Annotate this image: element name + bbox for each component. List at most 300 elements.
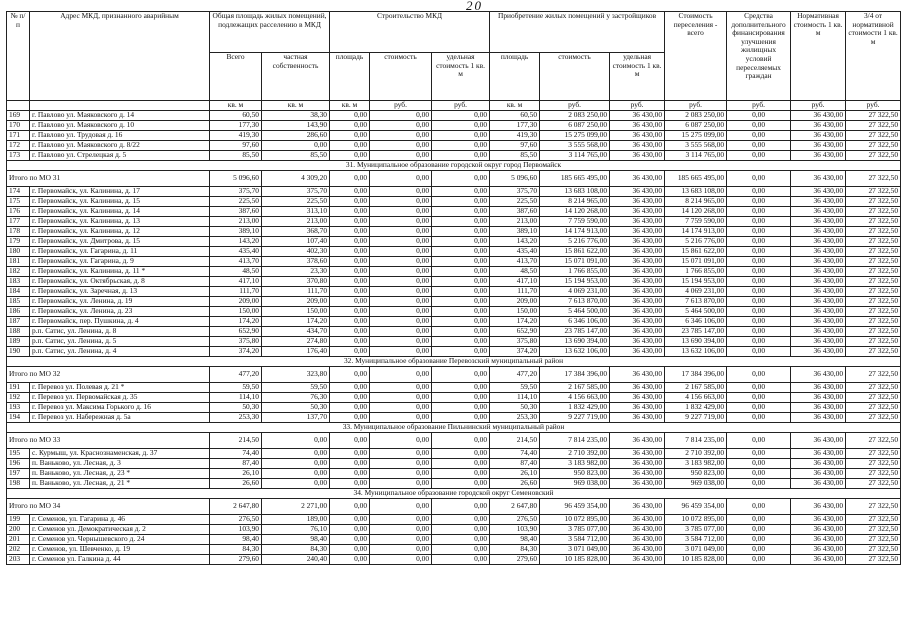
value-cell: 0,00 <box>727 393 791 403</box>
section-heading: 33. Муниципальное образование Пильнинский муниципальный район <box>7 423 901 433</box>
value-cell: 36 430,00 <box>791 383 846 393</box>
value-cell: 0,00 <box>727 307 791 317</box>
value-cell: 7 759 590,00 <box>540 217 610 227</box>
value-cell: 27 322,50 <box>846 141 901 151</box>
value-cell: 0,00 <box>727 277 791 287</box>
value-cell: 0,00 <box>432 317 490 327</box>
row-number: 186 <box>7 307 30 317</box>
value-cell: 419,30 <box>490 131 540 141</box>
value-cell: 36 430,00 <box>791 337 846 347</box>
value-cell: 36 430,00 <box>791 217 846 227</box>
value-cell: 36 430,00 <box>791 141 846 151</box>
value-cell: 36 430,00 <box>610 459 665 469</box>
value-cell: 36 430,00 <box>791 317 846 327</box>
value-cell: 214,50 <box>490 433 540 449</box>
row-address: г. Первомайск, ул. Гагарина, д. 9 <box>30 257 210 267</box>
table-row <box>7 337 901 347</box>
row-address: г. Семенов, ул. Шевченко, д. 19 <box>30 545 210 555</box>
value-cell: 36 430,00 <box>791 413 846 423</box>
value-cell: 150,00 <box>262 307 330 317</box>
value-cell: 0,00 <box>432 555 490 565</box>
value-cell: 36 430,00 <box>791 459 846 469</box>
value-cell: 374,20 <box>490 347 540 357</box>
value-cell: 36 430,00 <box>610 393 665 403</box>
value-cell: 0,00 <box>330 449 370 459</box>
value-cell: 0,00 <box>370 479 432 489</box>
table-header <box>7 12 901 111</box>
value-cell: 0,00 <box>330 267 370 277</box>
value-cell: 27 322,50 <box>846 217 901 227</box>
value-cell: 9 227 719,00 <box>540 413 610 423</box>
value-cell: 0,00 <box>727 297 791 307</box>
value-cell: 59,50 <box>210 383 262 393</box>
value-cell: 276,50 <box>210 515 262 525</box>
value-cell: 27 322,50 <box>846 277 901 287</box>
unit-cell: руб. <box>370 101 432 111</box>
value-cell: 36 430,00 <box>791 555 846 565</box>
section-heading: 34. Муниципальное образование городской округ Семеновский <box>7 489 901 499</box>
value-cell: 4 156 663,00 <box>540 393 610 403</box>
value-cell: 5 096,60 <box>210 171 262 187</box>
row-number: 193 <box>7 403 30 413</box>
value-cell: 0,00 <box>370 227 432 237</box>
row-number: 181 <box>7 257 30 267</box>
table-row <box>7 257 901 267</box>
value-cell: 13 632 106,00 <box>540 347 610 357</box>
row-address: г. Первомайск, ул. Ленина, д. 23 <box>30 307 210 317</box>
table-row <box>7 227 901 237</box>
section-heading: 32. Муниципальное образование Перевозский муниципальный район <box>7 357 901 367</box>
value-cell: 27 322,50 <box>846 327 901 337</box>
value-cell: 0,00 <box>330 499 370 515</box>
row-address: р.п. Сатис, ул. Ленина, д. 5 <box>30 337 210 347</box>
value-cell: 36 430,00 <box>610 469 665 479</box>
value-cell: 3 071 049,00 <box>665 545 727 555</box>
section-heading-row <box>7 489 901 499</box>
row-number: 197 <box>7 469 30 479</box>
table-row <box>7 317 901 327</box>
value-cell: 0,00 <box>370 247 432 257</box>
value-cell: 36 430,00 <box>610 525 665 535</box>
value-cell: 209,00 <box>262 297 330 307</box>
value-cell: 0,00 <box>330 515 370 525</box>
value-cell: 253,30 <box>210 413 262 423</box>
value-cell: 0,00 <box>370 515 432 525</box>
value-cell: 2 710 392,00 <box>665 449 727 459</box>
value-cell: 969 038,00 <box>665 479 727 489</box>
value-cell: 14 174 913,00 <box>540 227 610 237</box>
value-cell: 36 430,00 <box>791 287 846 297</box>
value-cell: 0,00 <box>330 347 370 357</box>
value-cell: 0,00 <box>432 217 490 227</box>
value-cell: 48,50 <box>210 267 262 277</box>
value-cell: 84,30 <box>490 545 540 555</box>
value-cell: 36 430,00 <box>610 403 665 413</box>
value-cell: 2 647,80 <box>490 499 540 515</box>
value-cell: 0,00 <box>432 257 490 267</box>
value-cell: 477,20 <box>210 367 262 383</box>
value-cell: 14 174 913,00 <box>665 227 727 237</box>
value-cell: 0,00 <box>370 367 432 383</box>
table-row <box>7 393 901 403</box>
value-cell: 0,00 <box>727 347 791 357</box>
value-cell: 3 785 077,00 <box>540 525 610 535</box>
value-cell: 0,00 <box>370 403 432 413</box>
row-address: г. Павлово ул. Маяковского д. 8/22 <box>30 141 210 151</box>
value-cell: 0,00 <box>432 197 490 207</box>
value-cell: 36 430,00 <box>791 197 846 207</box>
value-cell: 4 309,20 <box>262 171 330 187</box>
value-cell: 27 322,50 <box>846 187 901 197</box>
page-number: 20 <box>466 0 483 13</box>
value-cell: 27 322,50 <box>846 207 901 217</box>
value-cell: 27 322,50 <box>846 413 901 423</box>
value-cell: 0,00 <box>432 525 490 535</box>
value-cell: 36 430,00 <box>791 111 846 121</box>
value-cell: 36 430,00 <box>791 393 846 403</box>
value-cell: 0,00 <box>330 151 370 161</box>
value-cell: 2 167 585,00 <box>665 383 727 393</box>
value-cell: 36 430,00 <box>610 247 665 257</box>
units-blank <box>30 101 210 111</box>
value-cell: 36 430,00 <box>610 141 665 151</box>
value-cell: 23,30 <box>262 267 330 277</box>
value-cell: 0,00 <box>330 337 370 347</box>
value-cell: 3 114 765,00 <box>540 151 610 161</box>
row-address: г. Первомайск, ул. Калинина, д. 11 * <box>30 267 210 277</box>
row-number: 191 <box>7 383 30 393</box>
value-cell: 96 459 354,00 <box>540 499 610 515</box>
value-cell: 0,00 <box>330 227 370 237</box>
header-sub-total: Всего <box>210 53 262 101</box>
value-cell: 27 322,50 <box>846 227 901 237</box>
row-address: г. Первомайск, ул. Калинина, д. 12 <box>30 227 210 237</box>
row-number: 192 <box>7 393 30 403</box>
value-cell: 1 766 855,00 <box>540 267 610 277</box>
value-cell: 36 430,00 <box>791 237 846 247</box>
table-row <box>7 267 901 277</box>
value-cell: 3 071 049,00 <box>540 545 610 555</box>
row-number: 201 <box>7 535 30 545</box>
value-cell: 0,00 <box>330 277 370 287</box>
value-cell: 36 430,00 <box>610 227 665 237</box>
value-cell: 15 194 953,00 <box>540 277 610 287</box>
value-cell: 0,00 <box>727 499 791 515</box>
value-cell: 0,00 <box>370 131 432 141</box>
row-number: 169 <box>7 111 30 121</box>
value-cell: 36 430,00 <box>610 217 665 227</box>
table-row <box>7 297 901 307</box>
header-total-area: Общая площадь жилых помещений, подлежащих расселению в МКД <box>210 12 330 53</box>
row-number: 196 <box>7 459 30 469</box>
value-cell: 36 430,00 <box>610 121 665 131</box>
value-cell: 0,00 <box>330 327 370 337</box>
row-address: г. Перевоз ул. Набережная д. 5а <box>30 413 210 423</box>
value-cell: 36 430,00 <box>610 555 665 565</box>
value-cell: 0,00 <box>330 207 370 217</box>
value-cell: 27 322,50 <box>846 171 901 187</box>
row-address: г. Первомайск, ул. Калинина, д. 17 <box>30 187 210 197</box>
value-cell: 0,00 <box>370 207 432 217</box>
value-cell: 27 322,50 <box>846 525 901 535</box>
value-cell: 7 814 235,00 <box>665 433 727 449</box>
row-address: г. Первомайск, ул. Калинина, д. 14 <box>30 207 210 217</box>
table-row <box>7 525 901 535</box>
value-cell: 50,30 <box>210 403 262 413</box>
value-cell: 3 555 568,00 <box>540 141 610 151</box>
value-cell: 50,30 <box>490 403 540 413</box>
value-cell: 0,00 <box>370 121 432 131</box>
value-cell: 0,00 <box>727 479 791 489</box>
value-cell: 417,10 <box>490 277 540 287</box>
value-cell: 375,70 <box>210 187 262 197</box>
value-cell: 0,00 <box>432 393 490 403</box>
value-cell: 0,00 <box>370 337 432 347</box>
value-cell: 0,00 <box>330 247 370 257</box>
row-number: 185 <box>7 297 30 307</box>
value-cell: 97,60 <box>210 141 262 151</box>
value-cell: 378,60 <box>262 257 330 267</box>
subtotal-label: Итого по МО 33 <box>7 433 210 449</box>
value-cell: 375,70 <box>262 187 330 197</box>
value-cell: 36 430,00 <box>791 171 846 187</box>
value-cell: 0,00 <box>432 307 490 317</box>
value-cell: 0,00 <box>432 469 490 479</box>
value-cell: 0,00 <box>432 207 490 217</box>
value-cell: 279,60 <box>490 555 540 565</box>
value-cell: 6 346 106,00 <box>665 317 727 327</box>
value-cell: 84,30 <box>262 545 330 555</box>
value-cell: 276,50 <box>490 515 540 525</box>
value-cell: 0,00 <box>432 131 490 141</box>
value-cell: 0,00 <box>432 479 490 489</box>
value-cell: 225,50 <box>262 197 330 207</box>
value-cell: 27 322,50 <box>846 347 901 357</box>
value-cell: 0,00 <box>370 525 432 535</box>
value-cell: 213,00 <box>262 217 330 227</box>
value-cell: 36 430,00 <box>610 535 665 545</box>
value-cell: 0,00 <box>727 555 791 565</box>
value-cell: 87,40 <box>490 459 540 469</box>
value-cell: 0,00 <box>330 111 370 121</box>
value-cell: 0,00 <box>370 535 432 545</box>
value-cell: 0,00 <box>330 197 370 207</box>
value-cell: 0,00 <box>262 141 330 151</box>
value-cell: 36 430,00 <box>610 327 665 337</box>
value-cell: 0,00 <box>370 317 432 327</box>
value-cell: 0,00 <box>432 459 490 469</box>
value-cell: 36 430,00 <box>791 347 846 357</box>
value-cell: 0,00 <box>432 187 490 197</box>
value-cell: 27 322,50 <box>846 307 901 317</box>
value-cell: 0,00 <box>330 367 370 383</box>
row-address: г. Павлово ул. Маяковского д. 10 <box>30 121 210 131</box>
subtotal-row <box>7 433 901 449</box>
value-cell: 26,10 <box>490 469 540 479</box>
row-address: р.п. Сатис, ул. Ленина, д. 4 <box>30 347 210 357</box>
row-address: п. Ваньково, ул. Лесная, д. 3 <box>30 459 210 469</box>
table-row <box>7 307 901 317</box>
table-row <box>7 555 901 565</box>
value-cell: 0,00 <box>330 297 370 307</box>
value-cell: 0,00 <box>432 449 490 459</box>
value-cell: 0,00 <box>432 499 490 515</box>
value-cell: 1 832 429,00 <box>665 403 727 413</box>
value-cell: 0,00 <box>370 171 432 187</box>
value-cell: 2 083 250,00 <box>540 111 610 121</box>
value-cell: 17 384 396,00 <box>665 367 727 383</box>
value-cell: 0,00 <box>370 307 432 317</box>
row-number: 183 <box>7 277 30 287</box>
value-cell: 27 322,50 <box>846 337 901 347</box>
value-cell: 0,00 <box>330 121 370 131</box>
value-cell: 0,00 <box>370 433 432 449</box>
units-row <box>7 101 901 111</box>
value-cell: 26,60 <box>210 479 262 489</box>
row-address: г. Перевоз ул. Полевая д. 21 * <box>30 383 210 393</box>
value-cell: 27 322,50 <box>846 151 901 161</box>
value-cell: 27 322,50 <box>846 393 901 403</box>
header-sub-cost: стоимость <box>370 53 432 101</box>
value-cell: 17 384 396,00 <box>540 367 610 383</box>
value-cell: 0,00 <box>727 515 791 525</box>
value-cell: 27 322,50 <box>846 469 901 479</box>
value-cell: 10 072 895,00 <box>540 515 610 525</box>
value-cell: 74,40 <box>490 449 540 459</box>
table-row <box>7 237 901 247</box>
row-number: 188 <box>7 327 30 337</box>
value-cell: 36 430,00 <box>791 403 846 413</box>
value-cell: 0,00 <box>432 545 490 555</box>
value-cell: 0,00 <box>370 499 432 515</box>
value-cell: 36 430,00 <box>610 171 665 187</box>
value-cell: 0,00 <box>330 479 370 489</box>
row-address: г. Павлово ул. Трудовая д. 16 <box>30 131 210 141</box>
row-address: р.п. Сатис, ул. Ленина, д. 8 <box>30 327 210 337</box>
row-number: 194 <box>7 413 30 423</box>
value-cell: 36 430,00 <box>791 499 846 515</box>
value-cell: 27 322,50 <box>846 459 901 469</box>
table-row <box>7 469 901 479</box>
value-cell: 0,00 <box>727 227 791 237</box>
value-cell: 27 322,50 <box>846 297 901 307</box>
value-cell: 85,50 <box>490 151 540 161</box>
value-cell: 0,00 <box>330 171 370 187</box>
value-cell: 3 555 568,00 <box>665 141 727 151</box>
value-cell: 97,60 <box>490 141 540 151</box>
value-cell: 103,90 <box>210 525 262 535</box>
value-cell: 174,20 <box>262 317 330 327</box>
value-cell: 435,40 <box>490 247 540 257</box>
value-cell: 36 430,00 <box>791 277 846 287</box>
value-cell: 2 647,80 <box>210 499 262 515</box>
value-cell: 0,00 <box>727 317 791 327</box>
value-cell: 0,00 <box>727 141 791 151</box>
value-cell: 143,20 <box>490 237 540 247</box>
value-cell: 27 322,50 <box>846 367 901 383</box>
value-cell: 0,00 <box>370 267 432 277</box>
value-cell: 0,00 <box>370 459 432 469</box>
value-cell: 375,80 <box>210 337 262 347</box>
value-cell: 36 430,00 <box>791 297 846 307</box>
value-cell: 27 322,50 <box>846 535 901 545</box>
value-cell: 0,00 <box>330 459 370 469</box>
row-address: г. Первомайск, ул. Октябрьская, д. 8 <box>30 277 210 287</box>
value-cell: 5 464 500,00 <box>540 307 610 317</box>
table-row <box>7 515 901 525</box>
value-cell: 143,20 <box>210 237 262 247</box>
value-cell: 435,40 <box>210 247 262 257</box>
subtotal-row <box>7 367 901 383</box>
value-cell: 15 194 953,00 <box>665 277 727 287</box>
value-cell: 0,00 <box>727 187 791 197</box>
row-address: г. Первомайск, ул. Калинина, д. 13 <box>30 217 210 227</box>
value-cell: 0,00 <box>330 141 370 151</box>
row-number: 184 <box>7 287 30 297</box>
value-cell: 0,00 <box>330 187 370 197</box>
section-heading-row <box>7 357 901 367</box>
value-cell: 15 275 099,00 <box>540 131 610 141</box>
value-cell: 36 430,00 <box>791 469 846 479</box>
value-cell: 9 227 719,00 <box>665 413 727 423</box>
value-cell: 0,00 <box>432 247 490 257</box>
value-cell: 4 069 231,00 <box>665 287 727 297</box>
value-cell: 0,00 <box>330 403 370 413</box>
header-sub-area: площадь <box>330 53 370 101</box>
value-cell: 174,20 <box>210 317 262 327</box>
row-address: г. Первомайск, ул. Гагарина, д. 11 <box>30 247 210 257</box>
value-cell: 7 814 235,00 <box>540 433 610 449</box>
value-cell: 84,30 <box>210 545 262 555</box>
value-cell: 36 430,00 <box>610 257 665 267</box>
value-cell: 375,70 <box>490 187 540 197</box>
value-cell: 74,40 <box>210 449 262 459</box>
value-cell: 0,00 <box>370 187 432 197</box>
value-cell: 225,50 <box>210 197 262 207</box>
value-cell: 36 430,00 <box>791 525 846 535</box>
value-cell: 36 430,00 <box>791 545 846 555</box>
value-cell: 477,20 <box>490 367 540 383</box>
row-address: г. Семенов, ул. Гагарина д. 46 <box>30 515 210 525</box>
table-row <box>7 327 901 337</box>
value-cell: 36 430,00 <box>610 383 665 393</box>
value-cell: 85,50 <box>210 151 262 161</box>
table-row <box>7 383 901 393</box>
value-cell: 36 430,00 <box>610 545 665 555</box>
row-number: 178 <box>7 227 30 237</box>
table-row <box>7 479 901 489</box>
value-cell: 0,00 <box>330 383 370 393</box>
value-cell: 27 322,50 <box>846 499 901 515</box>
row-address: г. Павлово ул. Стрелецкая д. 5 <box>30 151 210 161</box>
value-cell: 36 430,00 <box>610 499 665 515</box>
value-cell: 240,40 <box>262 555 330 565</box>
table-body <box>7 111 901 565</box>
value-cell: 8 214 965,00 <box>540 197 610 207</box>
row-number: 203 <box>7 555 30 565</box>
row-address: г. Семенов ул. Чернышевского д. 24 <box>30 535 210 545</box>
value-cell: 0,00 <box>330 237 370 247</box>
unit-cell: кв. м <box>210 101 262 111</box>
value-cell: 14 120 268,00 <box>665 207 727 217</box>
value-cell: 6 087 250,00 <box>665 121 727 131</box>
resettlement-table <box>6 11 901 565</box>
value-cell: 5 464 500,00 <box>665 307 727 317</box>
value-cell: 50,30 <box>262 403 330 413</box>
value-cell: 0,00 <box>727 403 791 413</box>
value-cell: 0,00 <box>432 367 490 383</box>
value-cell: 27 322,50 <box>846 247 901 257</box>
